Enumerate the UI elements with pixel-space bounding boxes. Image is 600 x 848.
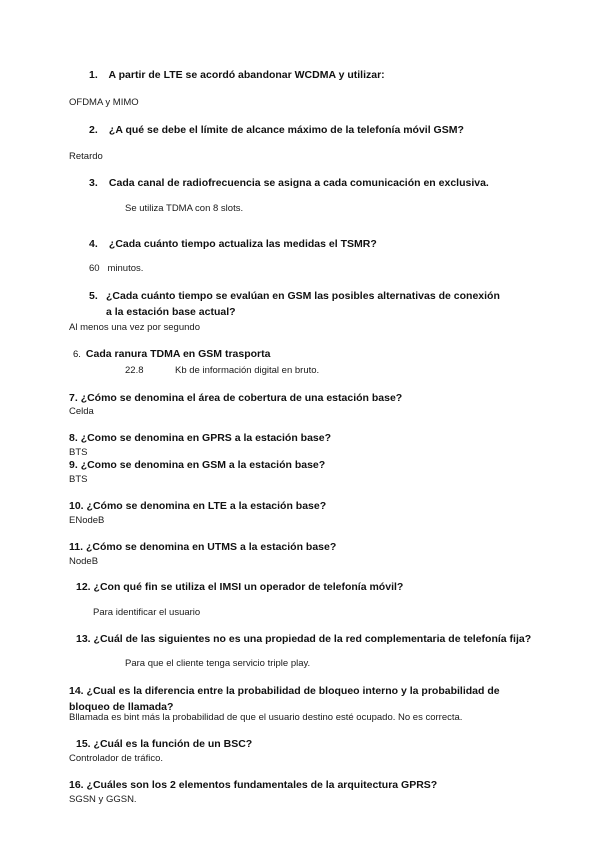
answer-11: NodeB bbox=[69, 556, 99, 567]
question-text: ¿A qué se debe el límite de alcance máximo de la telefonía móvil GSM? bbox=[108, 124, 464, 136]
question-10 bbox=[69, 498, 326, 514]
answer-10: ENodeB bbox=[69, 515, 105, 526]
answer-14: Bllamada es bint más la probabilidad de que el usuario destino esté ocupado. No es correcta. bbox=[69, 712, 463, 723]
answer-3: Se utiliza TDMA con 8 slots. bbox=[125, 203, 244, 214]
question-text: A partir de LTE se acordó abandonar WCDMA y utilizar: bbox=[108, 69, 385, 81]
answer-8: BTS bbox=[69, 447, 88, 458]
answer-7: Celda bbox=[69, 406, 94, 417]
answer-2: Retardo bbox=[69, 151, 103, 162]
question-number: 16. bbox=[69, 779, 84, 791]
answer-15: Controlador de tráfico. bbox=[69, 753, 163, 764]
question-11 bbox=[69, 539, 336, 555]
question-text: ¿Cual es la diferencia entre la probabilidad de bloqueo interno y la probabilidad de bloqueo de llamada? bbox=[69, 685, 500, 713]
question-text: ¿Cada cuánto tiempo se evalúan en GSM las posibles alternativas de conexión a la estación base actual? bbox=[106, 290, 500, 318]
question-text: ¿Con qué fin se utiliza el IMSI un operador de telefonía móvil? bbox=[93, 581, 404, 593]
answer-9: BTS bbox=[69, 474, 88, 485]
answer-16: SGSN y GGSN. bbox=[69, 794, 137, 805]
question-number: 3. bbox=[89, 177, 98, 189]
question-text: Cada canal de radiofrecuencia se asigna a cada comunicación en exclusiva. bbox=[108, 177, 489, 189]
answer-text: Kb de información digital en bruto. bbox=[175, 365, 320, 376]
question-8 bbox=[69, 430, 331, 446]
question-3 bbox=[89, 175, 489, 191]
question-5 bbox=[89, 288, 506, 320]
question-number: 8. bbox=[69, 432, 78, 444]
question-number: 12. bbox=[76, 581, 91, 593]
question-text: ¿Cuál de las siguientes no es una propiedad de la red complementaria de telefonía fija? bbox=[93, 633, 532, 645]
question-number: 1. bbox=[89, 69, 98, 81]
answer-text: minutos. bbox=[107, 263, 144, 274]
question-text: ¿Cada cuánto tiempo actualiza las medidas el TSMR? bbox=[108, 238, 377, 250]
answer-13: Para que el cliente tenga servicio triple play. bbox=[125, 658, 311, 669]
question-number: 5. bbox=[89, 290, 98, 302]
question-2 bbox=[89, 122, 464, 138]
answer-value: 22.8 bbox=[125, 365, 144, 376]
question-number: 10. bbox=[69, 500, 84, 512]
question-text: ¿Cuáles son los 2 elementos fundamentales de la arquitectura GPRS? bbox=[86, 779, 438, 791]
answer-12: Para identificar el usuario bbox=[93, 607, 201, 618]
question-number: 9. bbox=[69, 459, 78, 471]
question-text: ¿Como se denomina en GPRS a la estación base? bbox=[80, 432, 332, 444]
question-number: 4. bbox=[89, 238, 98, 250]
question-number: 13. bbox=[76, 633, 91, 645]
question-text: ¿Cuál es la función de un BSC? bbox=[93, 738, 253, 750]
question-9 bbox=[69, 457, 325, 473]
question-1 bbox=[89, 67, 385, 83]
question-6 bbox=[73, 346, 270, 363]
answer-6 bbox=[125, 364, 319, 377]
question-16 bbox=[69, 777, 437, 793]
question-number: 14. bbox=[69, 685, 84, 697]
answer-5: Al menos una vez por segundo bbox=[69, 322, 200, 333]
question-text: ¿Cómo se denomina en UTMS a la estación base? bbox=[85, 541, 337, 553]
question-text: Cada ranura TDMA en GSM trasporta bbox=[85, 348, 271, 360]
question-4 bbox=[89, 236, 377, 252]
question-text: ¿Como se denomina en GSM a la estación base? bbox=[80, 459, 326, 471]
question-7 bbox=[69, 390, 402, 406]
question-12 bbox=[76, 579, 403, 595]
question-number: 2. bbox=[89, 124, 98, 136]
question-13 bbox=[76, 631, 531, 647]
question-number: 6. bbox=[73, 349, 81, 360]
answer-4 bbox=[89, 262, 143, 275]
question-text: ¿Cómo se denomina en LTE a la estación base? bbox=[86, 500, 327, 512]
answer-1: OFDMA y MIMO bbox=[69, 97, 139, 108]
question-15 bbox=[76, 736, 252, 752]
question-number: 15. bbox=[76, 738, 91, 750]
question-text: ¿Cómo se denomina el área de cobertura de una estación base? bbox=[80, 392, 403, 404]
question-number: 7. bbox=[69, 392, 78, 404]
question-number: 11. bbox=[69, 541, 84, 553]
answer-value: 60 bbox=[89, 263, 100, 274]
